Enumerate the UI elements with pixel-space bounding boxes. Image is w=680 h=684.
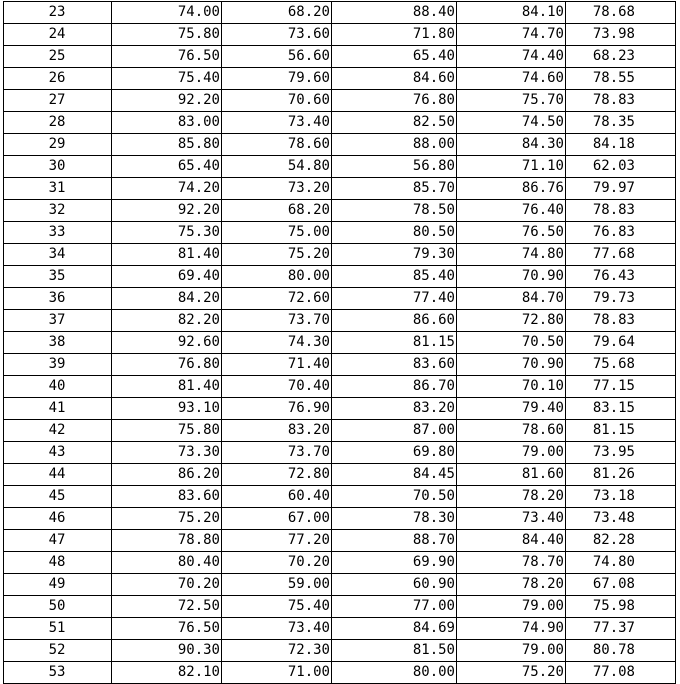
score-3-cell: 83.60 [332,354,457,376]
score-2-cell: 79.60 [222,68,332,90]
row-number-cell: 30 [4,156,112,178]
score-4-cell: 70.50 [457,332,566,354]
score-2-cell: 73.60 [222,24,332,46]
score-2-cell: 75.20 [222,244,332,266]
table-row [4,486,676,508]
score-1-cell: 81.40 [112,376,222,398]
row-number-cell: 25 [4,46,112,68]
score-1-cell: 76.50 [112,618,222,640]
row-number-cell: 46 [4,508,112,530]
score-3-cell: 81.50 [332,640,457,662]
score-1-cell: 75.40 [112,68,222,90]
score-1-cell: 81.40 [112,244,222,266]
score-1-cell: 82.20 [112,310,222,332]
score-2-cell: 73.70 [222,310,332,332]
score-1-cell: 69.40 [112,266,222,288]
score-3-cell: 71.80 [332,24,457,46]
score-1-cell: 92.20 [112,90,222,112]
table-row [4,618,676,640]
score-2-cell: 75.00 [222,222,332,244]
score-4-cell: 78.20 [457,574,566,596]
score-4-cell: 78.20 [457,486,566,508]
score-4-cell: 79.00 [457,640,566,662]
score-1-cell: 74.20 [112,178,222,200]
score-3-cell: 84.69 [332,618,457,640]
table-row [4,266,676,288]
average-score-cell: 78.83 [566,90,676,112]
score-3-cell: 83.20 [332,398,457,420]
score-1-cell: 75.80 [112,24,222,46]
average-score-cell: 67.08 [566,574,676,596]
table-row [4,464,676,486]
table-row [4,244,676,266]
average-score-cell: 68.23 [566,46,676,68]
score-4-cell: 72.80 [457,310,566,332]
row-number-cell: 40 [4,376,112,398]
score-4-cell: 74.60 [457,68,566,90]
score-2-cell: 73.40 [222,618,332,640]
score-3-cell: 80.50 [332,222,457,244]
average-score-cell: 75.68 [566,354,676,376]
score-4-cell: 84.70 [457,288,566,310]
table-row [4,156,676,178]
score-1-cell: 75.20 [112,508,222,530]
score-3-cell: 80.00 [332,662,457,684]
score-2-cell: 60.40 [222,486,332,508]
score-2-cell: 83.20 [222,420,332,442]
score-1-cell: 83.60 [112,486,222,508]
score-1-cell: 85.80 [112,134,222,156]
average-score-cell: 73.48 [566,508,676,530]
score-3-cell: 88.40 [332,2,457,24]
score-table [3,1,676,684]
score-3-cell: 88.00 [332,134,457,156]
score-4-cell: 70.10 [457,376,566,398]
average-score-cell: 75.98 [566,596,676,618]
score-1-cell: 74.00 [112,2,222,24]
average-score-cell: 83.15 [566,398,676,420]
score-4-cell: 74.50 [457,112,566,134]
score-4-cell: 75.20 [457,662,566,684]
score-3-cell: 78.50 [332,200,457,222]
row-number-cell: 32 [4,200,112,222]
table-row [4,112,676,134]
average-score-cell: 77.37 [566,618,676,640]
score-3-cell: 85.70 [332,178,457,200]
score-4-cell: 70.90 [457,266,566,288]
score-4-cell: 84.30 [457,134,566,156]
score-4-cell: 81.60 [457,464,566,486]
row-number-cell: 43 [4,442,112,464]
row-number-cell: 38 [4,332,112,354]
row-number-cell: 27 [4,90,112,112]
score-3-cell: 86.70 [332,376,457,398]
score-1-cell: 72.50 [112,596,222,618]
average-score-cell: 79.64 [566,332,676,354]
score-1-cell: 73.30 [112,442,222,464]
average-score-cell: 76.43 [566,266,676,288]
average-score-cell: 76.83 [566,222,676,244]
row-number-cell: 35 [4,266,112,288]
table-row [4,24,676,46]
score-table-body [4,2,676,684]
table-row [4,354,676,376]
score-1-cell: 70.20 [112,574,222,596]
score-3-cell: 79.30 [332,244,457,266]
score-1-cell: 82.10 [112,662,222,684]
score-4-cell: 74.80 [457,244,566,266]
row-number-cell: 26 [4,68,112,90]
score-1-cell: 78.80 [112,530,222,552]
table-row [4,662,676,684]
score-2-cell: 72.80 [222,464,332,486]
score-1-cell: 76.80 [112,354,222,376]
average-score-cell: 78.83 [566,310,676,332]
table-row [4,596,676,618]
row-number-cell: 24 [4,24,112,46]
table-row [4,332,676,354]
score-3-cell: 76.80 [332,90,457,112]
score-4-cell: 78.60 [457,420,566,442]
score-1-cell: 93.10 [112,398,222,420]
row-number-cell: 33 [4,222,112,244]
score-2-cell: 72.60 [222,288,332,310]
average-score-cell: 84.18 [566,134,676,156]
average-score-cell: 78.68 [566,2,676,24]
average-score-cell: 74.80 [566,552,676,574]
score-2-cell: 67.00 [222,508,332,530]
row-number-cell: 51 [4,618,112,640]
score-3-cell: 70.50 [332,486,457,508]
score-3-cell: 77.00 [332,596,457,618]
table-row [4,420,676,442]
score-1-cell: 83.00 [112,112,222,134]
score-3-cell: 56.80 [332,156,457,178]
average-score-cell: 73.95 [566,442,676,464]
average-score-cell: 73.18 [566,486,676,508]
score-3-cell: 87.00 [332,420,457,442]
row-number-cell: 29 [4,134,112,156]
score-3-cell: 69.90 [332,552,457,574]
average-score-cell: 77.15 [566,376,676,398]
score-4-cell: 74.40 [457,46,566,68]
average-score-cell: 82.28 [566,530,676,552]
row-number-cell: 45 [4,486,112,508]
score-2-cell: 80.00 [222,266,332,288]
score-4-cell: 75.70 [457,90,566,112]
score-4-cell: 74.70 [457,24,566,46]
row-number-cell: 53 [4,662,112,684]
score-2-cell: 73.40 [222,112,332,134]
score-4-cell: 73.40 [457,508,566,530]
score-3-cell: 88.70 [332,530,457,552]
average-score-cell: 77.08 [566,662,676,684]
score-4-cell: 84.10 [457,2,566,24]
row-number-cell: 47 [4,530,112,552]
score-2-cell: 73.20 [222,178,332,200]
score-3-cell: 84.60 [332,68,457,90]
score-3-cell: 84.45 [332,464,457,486]
score-3-cell: 60.90 [332,574,457,596]
table-row [4,90,676,112]
score-3-cell: 65.40 [332,46,457,68]
row-number-cell: 41 [4,398,112,420]
table-row [4,398,676,420]
row-number-cell: 48 [4,552,112,574]
score-2-cell: 70.20 [222,552,332,574]
average-score-cell: 80.78 [566,640,676,662]
score-3-cell: 69.80 [332,442,457,464]
average-score-cell: 78.35 [566,112,676,134]
score-1-cell: 76.50 [112,46,222,68]
average-score-cell: 81.15 [566,420,676,442]
row-number-cell: 23 [4,2,112,24]
table-row [4,46,676,68]
score-2-cell: 77.20 [222,530,332,552]
table-row [4,508,676,530]
average-score-cell: 79.97 [566,178,676,200]
score-4-cell: 84.40 [457,530,566,552]
score-3-cell: 82.50 [332,112,457,134]
table-row [4,574,676,596]
score-4-cell: 76.40 [457,200,566,222]
row-number-cell: 50 [4,596,112,618]
score-2-cell: 78.60 [222,134,332,156]
score-4-cell: 79.00 [457,596,566,618]
table-row [4,200,676,222]
row-number-cell: 52 [4,640,112,662]
table-row [4,552,676,574]
score-1-cell: 92.60 [112,332,222,354]
average-score-cell: 78.55 [566,68,676,90]
table-row [4,310,676,332]
score-1-cell: 75.80 [112,420,222,442]
score-4-cell: 79.40 [457,398,566,420]
score-2-cell: 68.20 [222,200,332,222]
score-4-cell: 79.00 [457,442,566,464]
row-number-cell: 49 [4,574,112,596]
score-4-cell: 70.90 [457,354,566,376]
score-2-cell: 54.80 [222,156,332,178]
score-4-cell: 76.50 [457,222,566,244]
score-2-cell: 72.30 [222,640,332,662]
row-number-cell: 34 [4,244,112,266]
score-3-cell: 77.40 [332,288,457,310]
average-score-cell: 81.26 [566,464,676,486]
table-row [4,376,676,398]
average-score-cell: 62.03 [566,156,676,178]
score-1-cell: 75.30 [112,222,222,244]
table-row [4,640,676,662]
average-score-cell: 79.73 [566,288,676,310]
score-3-cell: 78.30 [332,508,457,530]
score-2-cell: 70.40 [222,376,332,398]
average-score-cell: 78.83 [566,200,676,222]
score-4-cell: 74.90 [457,618,566,640]
score-1-cell: 80.40 [112,552,222,574]
row-number-cell: 44 [4,464,112,486]
table-row [4,442,676,464]
table-row [4,222,676,244]
score-2-cell: 71.40 [222,354,332,376]
table-row [4,134,676,156]
score-1-cell: 86.20 [112,464,222,486]
score-2-cell: 75.40 [222,596,332,618]
score-2-cell: 73.70 [222,442,332,464]
score-1-cell: 90.30 [112,640,222,662]
score-2-cell: 56.60 [222,46,332,68]
table-row [4,530,676,552]
score-3-cell: 86.60 [332,310,457,332]
score-1-cell: 65.40 [112,156,222,178]
score-3-cell: 81.15 [332,332,457,354]
average-score-cell: 73.98 [566,24,676,46]
table-row [4,288,676,310]
score-2-cell: 71.00 [222,662,332,684]
table-row [4,68,676,90]
score-2-cell: 70.60 [222,90,332,112]
row-number-cell: 42 [4,420,112,442]
average-score-cell: 77.68 [566,244,676,266]
table-row [4,178,676,200]
score-4-cell: 71.10 [457,156,566,178]
score-2-cell: 76.90 [222,398,332,420]
score-2-cell: 68.20 [222,2,332,24]
table-row [4,2,676,24]
row-number-cell: 36 [4,288,112,310]
row-number-cell: 37 [4,310,112,332]
score-1-cell: 92.20 [112,200,222,222]
score-4-cell: 78.70 [457,552,566,574]
row-number-cell: 28 [4,112,112,134]
row-number-cell: 31 [4,178,112,200]
row-number-cell: 39 [4,354,112,376]
score-3-cell: 85.40 [332,266,457,288]
score-4-cell: 86.76 [457,178,566,200]
score-1-cell: 84.20 [112,288,222,310]
score-2-cell: 74.30 [222,332,332,354]
score-2-cell: 59.00 [222,574,332,596]
